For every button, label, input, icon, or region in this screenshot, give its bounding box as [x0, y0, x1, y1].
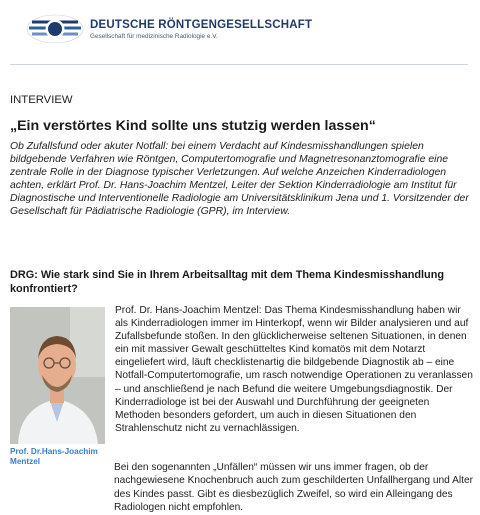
- article-intro: Ob Zufallsfund oder akuter Notfall: bei einem Verdacht auf Kindesmisshandlungen spielen bildgebende Verfahren wie Röntgen, Computertomografie und Magnetresonanztomografie eine zentrale Rolle in der Diagnose typischer Verletzungen. Auf welche Anzeichen Kinderradiologen achten, erklärt Prof. Dr. Hans-Joachim Mentzel, Leiter der Sektion Kinderradiologie am Institut für Diagnostische und Interventionelle Radiologie am Universitätsklinikum Jena und 1. Vorsitzender der Gesellschaft für Pädiatrische Radiologie (GPR), im Interview.: [10, 141, 469, 218]
- drg-logo-mark-icon: [26, 14, 84, 44]
- article-headline: „Ein verstörtes Kind sollte uns stutzig werden lassen“: [10, 118, 376, 134]
- org-subtitle: Gesellschaft für medizinische Radiologie e.V.: [90, 32, 218, 40]
- interview-answer-part2: [10, 461, 476, 515]
- section-label: INTERVIEW: [10, 94, 73, 106]
- portrait-image: [10, 307, 105, 444]
- drg-logo[interactable]: [26, 14, 312, 44]
- answer-part2-text: Bei den sogenannten „Unfällen“ müssen wir uns immer fragen, ob der nachgewiesene Knochenbruch auch zum geschilderten Unfallhergang und Alter des Kindes passt. Gibt es diesbezüglich Zweifel, so wird ein Alleingang des Radiologen nicht empfohlen.: [114, 462, 474, 514]
- author-photo: [10, 307, 105, 444]
- interview-question: DRG: Wie stark sind Sie in Ihrem Arbeitsalltag mit dem Thema Kindesmisshandlung konfrontiert?: [10, 269, 445, 295]
- interview-answer-part1: Prof. Dr. Hans-Joachim Mentzel: Das Thema Kindesmisshandlung haben wir als Kinderradiologen immer im Hinterkopf, wenn wir Bilder analysieren und auf Zufallsbefunde stoßen. In den glücklicherweise seltenen Situationen, in denen ein mit massiver Gewalt geschütteltes Kind komatös mit dem Notarzt eingeliefert wird, läuft checklistenartig die bildgebende Diagnostik ab – eine Notfall-Computertomografie, um rasch notwendige Operationen zu veranlassen – und anschließend je nach Befund die weitere Umgebungsdiagnostik. Der Kinderradiologe ist bei der Auswahl und Durchführung der geeigneten Methoden besonders gefordert, um auch in diesen Situationen den Strahlenschutz nicht zu vernachlässigen.: [115, 305, 473, 434]
- photo-caption: Prof. Dr.Hans-Joachim Mentzel: [10, 447, 98, 466]
- org-name: DEUTSCHE RÖNTGENGESELLSCHAFT: [90, 18, 313, 31]
- header-divider: [10, 64, 468, 65]
